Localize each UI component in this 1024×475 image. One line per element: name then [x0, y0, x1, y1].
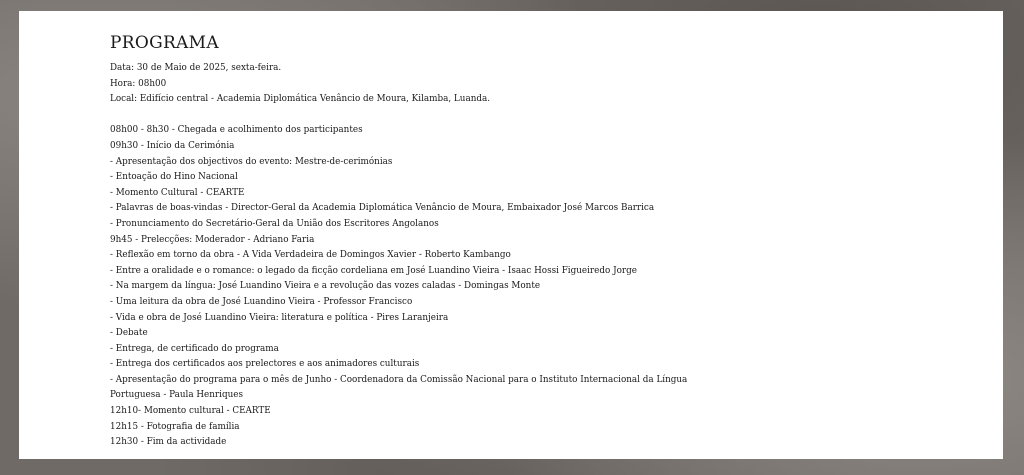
schedule-line: - Apresentação dos objectivos do evento: Mestre-de-cerimónias: [110, 156, 393, 167]
program-document: [19, 11, 1003, 459]
schedule-line: - Na margem da língua: José Luandino Vieira e a revolução das vozes caladas - Domingas Monte: [110, 281, 541, 292]
schedule-line: Portuguesa - Paula Henriques: [110, 390, 243, 401]
schedule-line: - Entrega, de certificado do programa: [110, 343, 279, 354]
schedule-line: - Pronunciamento do Secretário-Geral da União dos Escritores Angolanos: [110, 218, 439, 229]
schedule-line: - Vida e obra de José Luandino Vieira: literatura e política - Pires Laranjeira: [110, 312, 449, 323]
spacer: [110, 108, 1003, 124]
schedule-line: - Uma leitura da obra de José Luandino Vieira - Professor Francisco: [110, 296, 413, 307]
event-date: Data: 30 de Maio de 2025, sexta-feira.: [110, 63, 282, 73]
schedule-line: - Entoação do Hino Nacional: [110, 172, 238, 183]
schedule-line: - Apresentação do programa para o mês de Junho - Coordenadora da Comissão Nacional para o Instituto Internacional da Língua: [110, 374, 688, 385]
event-details: [110, 61, 1003, 108]
schedule-line: 09h30 - Início da Cerimónia: [110, 140, 235, 151]
schedule-line: - Debate: [110, 328, 148, 339]
schedule-line: - Reflexão em torno da obra - A Vida Verdadeira de Domingos Xavier - Roberto Kambango: [110, 250, 511, 261]
schedule-line: 08h00 - 8h30 - Chegada e acolhimento dos participantes: [110, 125, 363, 136]
schedule-line: - Palavras de boas-vindas - Director-Geral da Academia Diplomática Venâncio de Moura, Embaixador José Marcos Barrica: [110, 203, 655, 214]
event-time: Hora: 08h00: [110, 78, 167, 89]
schedule-line: 12h10- Momento cultural - CEARTE: [110, 406, 271, 417]
schedule-line: - Entrega dos certificados aos prelectores e aos animadores culturais: [110, 359, 420, 370]
program-schedule: [110, 123, 1003, 450]
schedule-line: - Entre a oralidade e o romance: o legado da ficção cordeliana em José Luandino Vieira - Isaac Hossi Figueiredo Jorge: [110, 265, 637, 276]
event-location: Local: Edifício central - Academia Diplomática Venâncio de Moura, Kilamba, Luanda.: [110, 94, 491, 105]
schedule-line: 9h45 - Prelecções: Moderador - Adriano Faria: [110, 234, 315, 245]
schedule-line: - Momento Cultural - CEARTE: [110, 187, 245, 198]
schedule-line: 12h15 - Fotografia de família: [110, 421, 240, 432]
schedule-line: 12h30 - Fim da actividade: [110, 437, 227, 448]
page-title: PROGRAMA: [110, 33, 219, 53]
